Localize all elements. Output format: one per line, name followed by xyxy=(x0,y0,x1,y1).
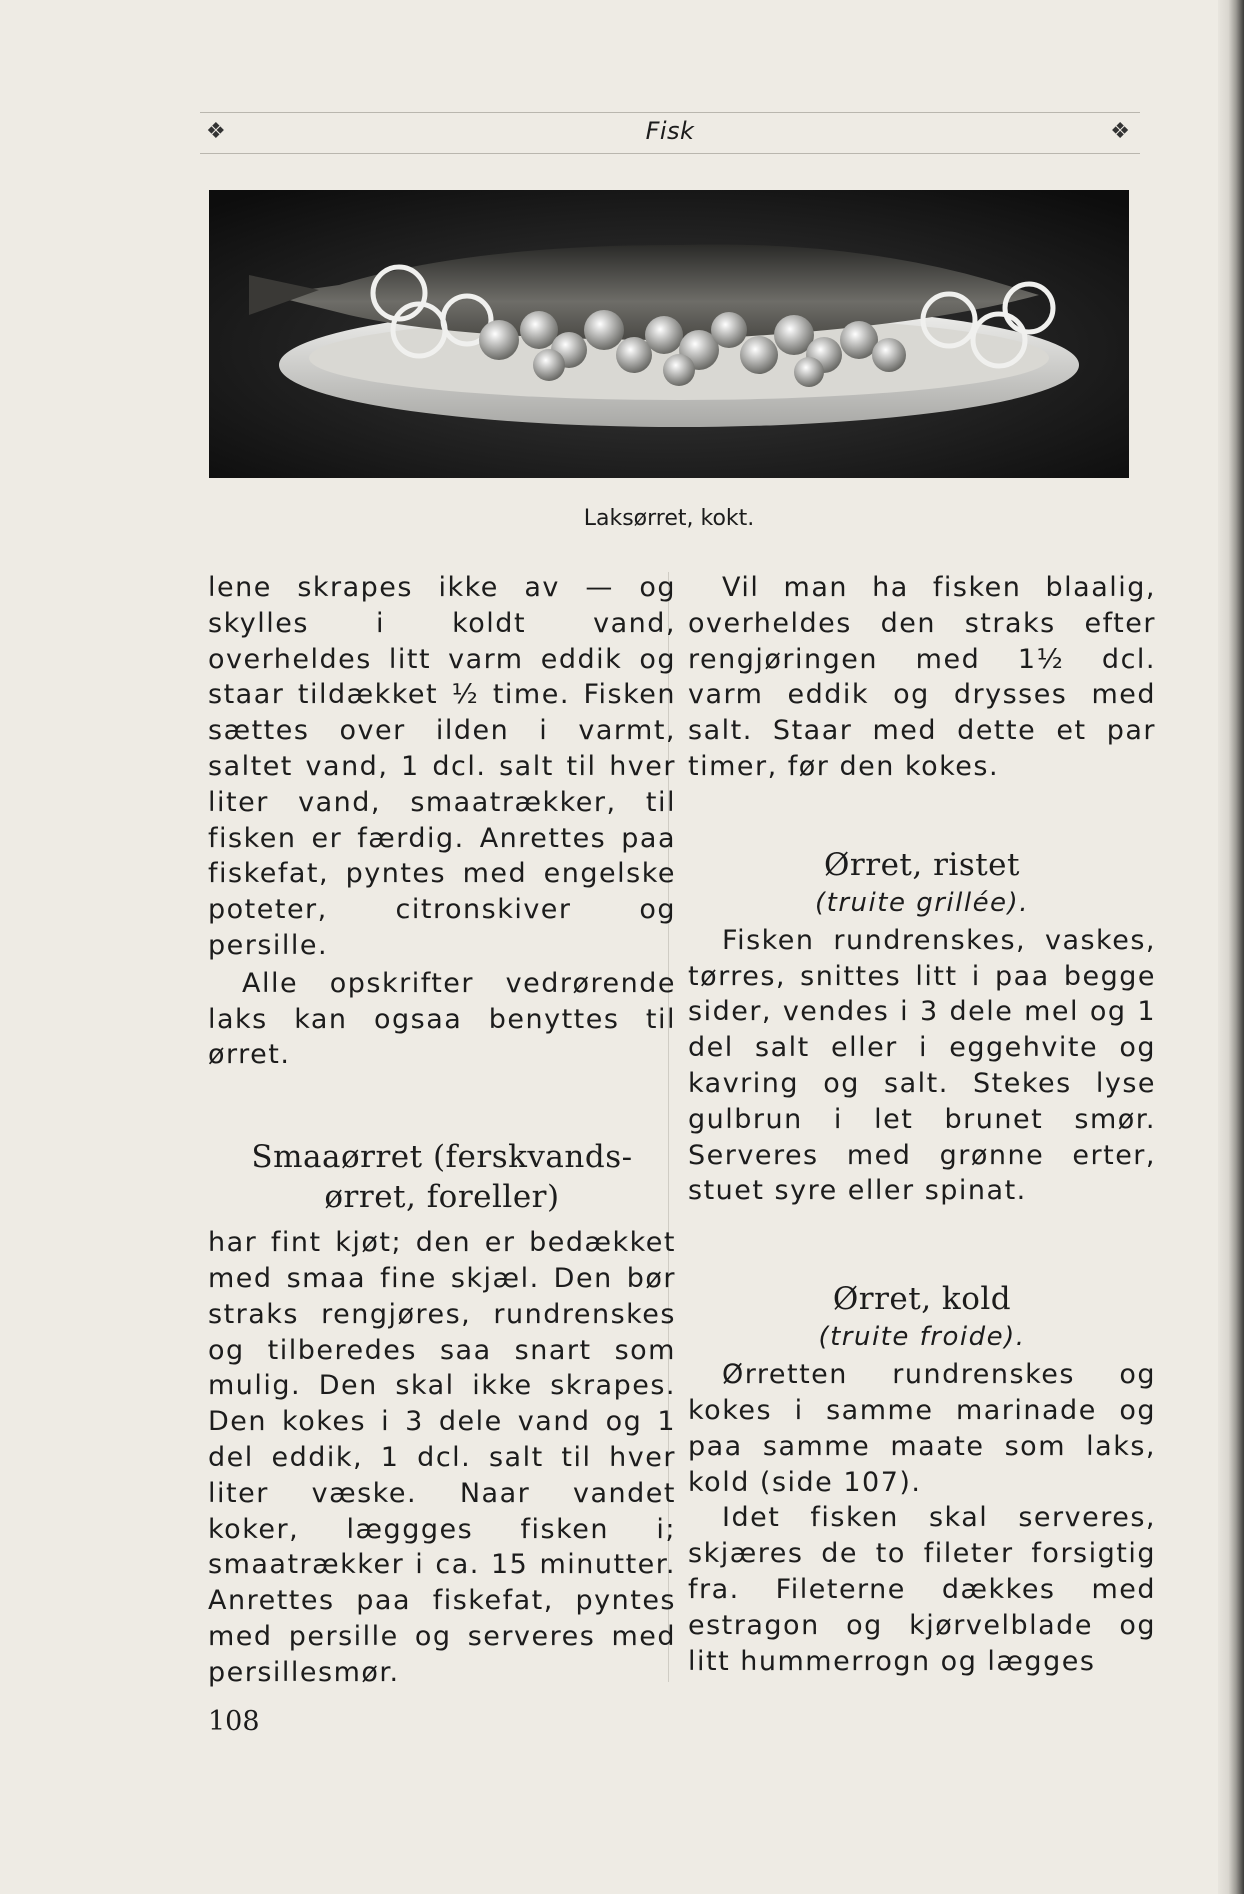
recipe-heading: Ørret, ristet xyxy=(824,846,1020,883)
recipe-heading: Smaaørret (ferskvands-ørret, foreller) xyxy=(251,1139,633,1216)
paragraph: lene skrapes ikke av — og skylles i koldt vand, overheldes litt varm eddik og staar tildækket ½ time. Fisken sættes over ilden i varmt, saltet vand, 1 dcl. salt til hver liter vand, smaatrækker, til fisken er færdig. Anrettes paa fiskefat, pyntes med engelske poteter, citronskiver og persille. xyxy=(208,572,676,961)
paragraph: har fint kjøt; den er bedækket med smaa fine skjæl. Den bør straks rengjøres, rundrenskes og tilberedes saa snart som mulig. Den skal ikke skrapes. Den kokes i 3 dele vand og 1 del eddik, 1 dcl. salt til hver liter væske. Naar vandet koker, læggges fisken i; smaatrækker i ca. 15 minutter. Anrettes paa fiskefat, pyntes med persille og serveres med persillesmør. xyxy=(208,1227,676,1688)
spacer xyxy=(688,785,1156,845)
spacer xyxy=(688,1209,1156,1279)
paragraph: Fisken rundrenskes, vaskes, tørres, snittes litt i paa begge sider, vendes i 3 dele mel og 1 del salt eller i eggehvite og kavring og salt. Stekes lyse gulbrun i let brunet smør. Serveres med grønne erter, stuet syre eller spinat. xyxy=(688,924,1156,1207)
ornament-icon: ❖ xyxy=(1110,119,1130,144)
ornament-icon: ❖ xyxy=(206,119,226,144)
section-title: Fisk xyxy=(645,117,695,145)
left-column xyxy=(208,570,676,1691)
photo-caption: Laksørret, kokt. xyxy=(583,506,755,531)
paragraph: Vil man ha fisken blaalig, overheldes den straks efter rengjøringen med 1½ dcl. varm eddik og drysses med salt. Staar med dette et par timer, før den kokes. xyxy=(688,572,1156,782)
paragraph: Idet fisken skal serveres, skjæres de to fileter forsigtig fra. Fileterne dækkes med estragon og kjørvelblade og litt hummerrogn og lægges xyxy=(688,1502,1156,1677)
recipe-subheading: (truite grillée). xyxy=(815,887,1029,918)
trout-photo xyxy=(209,190,1129,478)
trout-on-platter-illustration xyxy=(209,190,1129,478)
page-edge xyxy=(1218,0,1244,1894)
recipe-subheading: (truite froide). xyxy=(818,1322,1026,1353)
running-header xyxy=(200,112,1140,154)
right-column xyxy=(688,570,1156,1679)
paragraph: Alle opskrifter vedrørende laks kan ogsaa benyttes til ørret. xyxy=(208,967,676,1071)
spacer xyxy=(208,1073,676,1137)
paragraph: Ørretten rundrenskes og kokes i samme marinade og paa samme maate som laks, kold (side 107). xyxy=(688,1359,1156,1498)
page-number: 108 xyxy=(208,1706,260,1737)
recipe-heading: Ørret, kold xyxy=(832,1281,1012,1318)
